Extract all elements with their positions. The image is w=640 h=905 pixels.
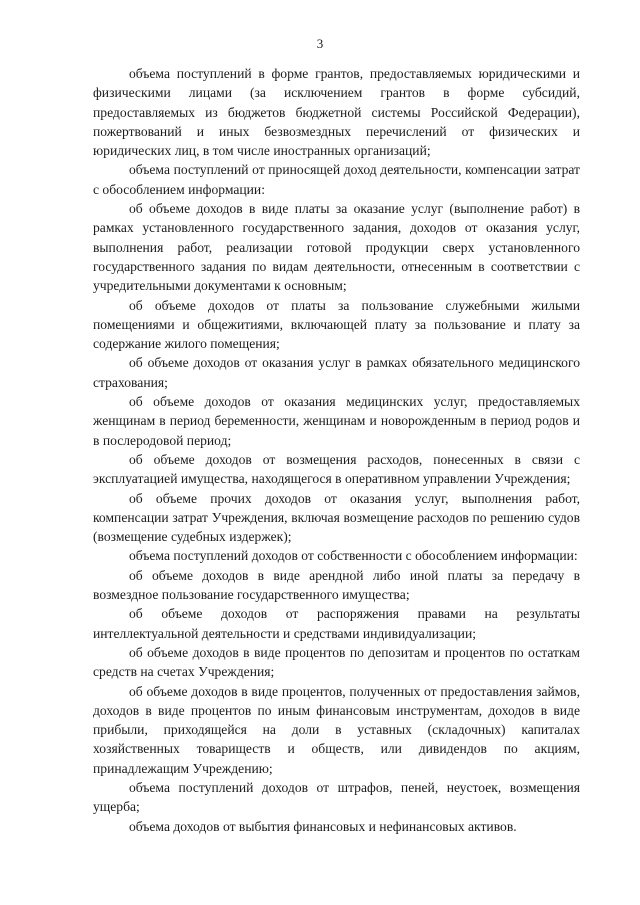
paragraph-deposit-interest: об объеме доходов в виде процентов по депозитам и процентов по остаткам средств на счетах Учреждения; [93, 644, 580, 680]
paragraph-fines-penalties: объема поступлений доходов от штрафов, пеней, неустоек, возмещения ущерба; [93, 779, 580, 815]
paragraph-grants: объема поступлений в форме грантов, предоставляемых юридическими и физическими лицами (за исключением грантов в форме субсидий, предоставляемых из бюджетов бюджетной системы Российской Федерации), пожертвований и иных безвозмездных перечислений от физических и юридических лиц, в том числе иностранных организаций; [93, 66, 580, 159]
paragraph-property-income: объема поступлений доходов от собственности с обособлением информации: [129, 548, 578, 564]
page-number: 3 [316, 36, 324, 51]
paragraph-housing-fees: об объеме доходов от платы за пользование служебными жилыми помещениями и общежитиями, включающей плату за пользование и плату за содержание жилого помещения; [93, 297, 580, 352]
paragraph-intellectual-property: об объеме доходов от распоряжения правами на результаты интеллектуальной деятельности и средствами индивидуализации; [93, 606, 580, 641]
paragraph-state-task-fees: об объеме доходов в виде платы за оказание услуг (выполнение работ) в рамках установленного государственного задания, доходов от оказания услуг, выполнения работ, реализации готовой продукции сверх установленного государственного задания по видам деятельности, отнесенным в соответствии с учредительными документами к основным; [93, 201, 580, 294]
paragraph-asset-disposal: объема доходов от выбытия финансовых и нефинансовых активов. [129, 818, 517, 834]
paragraph-other-income: об объеме прочих доходов от оказания услуг, выполнения работ, компенсации затрат Учреждения, включая возмещение расходов по решению судов (возмещение судебных издержек); [93, 490, 580, 545]
paragraph-expense-reimbursement: об объеме доходов от возмещения расходов, понесенных в связи с эксплуатацией имущества, находящегося в оперативном управлении Учреждения; [93, 451, 580, 487]
paragraph-income-activity: объема поступлений от приносящей доход деятельности, компенсации затрат с обособлением информации: [93, 162, 580, 197]
document-body [93, 64, 580, 836]
paragraph-maternity-services: об объеме доходов от оказания медицинских услуг, предоставляемых женщинам в период беременности, женщинам и новорожденным в период родов и в послеродовой период; [93, 394, 580, 448]
paragraph-mandatory-insurance: об объеме доходов от оказания услуг в рамках обязательного медицинского страхования; [93, 355, 580, 390]
paragraph-rent-income: об объеме доходов в виде арендной либо иной платы за передачу в возмездное пользование государственного имущества; [93, 567, 580, 603]
paragraph-loan-interest-dividends: об объеме доходов в виде процентов, полученных от предоставления займов, доходов в виде процентов по иным финансовым инструментам, доходов в виде прибыли, приходящейся на доли в уставных (складочных) капиталах хозяйственных товариществ и обществ, или дивидендов по акциям, принадлежащим Учреждению; [93, 683, 580, 776]
